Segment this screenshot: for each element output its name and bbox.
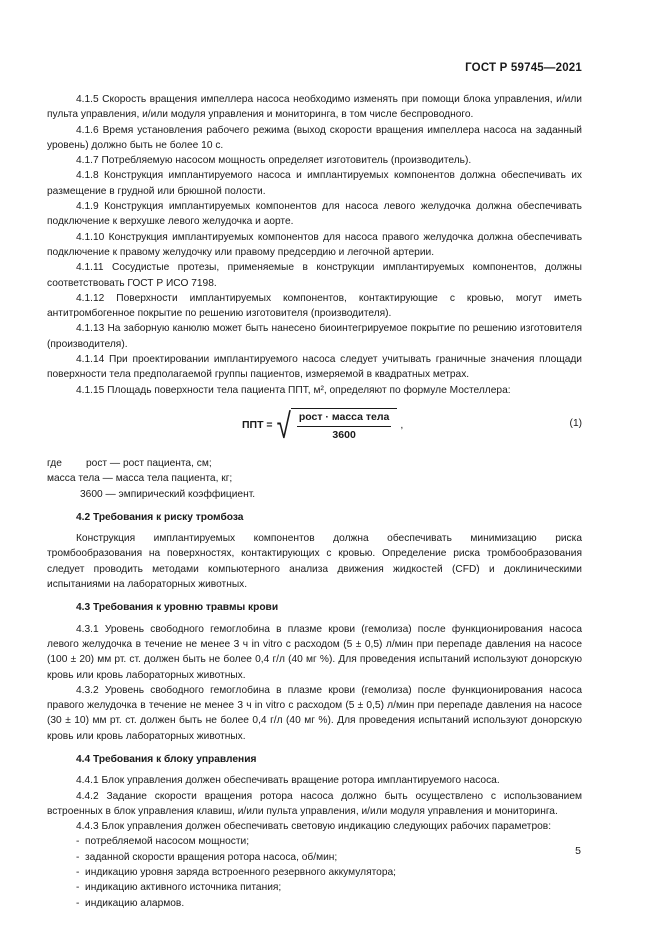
paragraph-4-1-5: 4.1.5 Скорость вращения импеллера насоса необходимо изменять при помощи блока управления, и/или пульта управления, и/или модуля управления и мониторинга, в том числе беспроводного. xyxy=(47,94,582,121)
list-item: - индикацию алармов. xyxy=(76,897,185,909)
mosteller-formula xyxy=(242,405,404,446)
formula-fraction xyxy=(291,408,398,444)
list-item: - потребляемой насосом мощности; xyxy=(76,836,250,848)
square-root xyxy=(276,405,398,446)
page-number: 5 xyxy=(575,845,581,857)
section-title-4-4: 4.4 Требования к блоку управления xyxy=(76,753,257,765)
where-item-mass: масса тела — масса тела пациента, кг; xyxy=(47,473,233,485)
document-body xyxy=(47,92,582,911)
paragraph-4-4-2: 4.4.2 Задание скорости вращения ротора насоса должно быть осуществлено с использованием встроенных в блок управления клавиш, и/или пульта управления, и/или модуля управления и мониторинга. xyxy=(47,790,582,817)
paragraph-4-1-8: 4.1.8 Конструкция имплантируемого насоса и имплантируемых компонентов должна обеспечивать их размещение в грудной или брюшной полости. xyxy=(47,170,582,197)
paragraph-4-4-3: 4.4.3 Блок управления должен обеспечивать световую индикацию следующих рабочих параметров: xyxy=(76,821,552,833)
where-line-3 xyxy=(47,487,582,502)
paragraph-4-1-9: 4.1.9 Конструкция имплантируемых компонентов для насоса левого желудочка должна обеспечивать подключение к верхушке левого желудочка и аорте. xyxy=(47,201,582,228)
indicator-list xyxy=(47,834,582,910)
document-id-header: ГОСТ Р 59745—2021 xyxy=(465,62,582,74)
paragraph-4-1-7: 4.1.7 Потребляемую насосом мощность определяет изготовитель (производитель). xyxy=(76,155,472,167)
section-title-4-3: 4.3 Требования к уровню травмы крови xyxy=(76,602,279,614)
paragraph-4-1-11: 4.1.11 Сосудистые протезы, применяемые в конструкции имплантируемых компонентов, должны соответствовать ГОСТ Р ИСО 7198. xyxy=(47,262,582,289)
where-item-height: рост — рост пациента, см; xyxy=(86,457,212,469)
paragraph-4-1-10: 4.1.10 Конструкция имплантируемых компонентов для насоса правого желудочка должна обеспечивать подключение к правому желудочку или правому предсердию и легочной артерии. xyxy=(47,231,582,258)
formula-comma: , xyxy=(400,419,404,432)
paragraph-4-1-12: 4.1.12 Поверхности имплантируемых компонентов, контактирующие с кровью, могут иметь антитромбогенное покрытие по решению изготовителя (производителя). xyxy=(47,292,582,320)
paragraph-4-1-6: 4.1.6 Время установления рабочего режима (выход скорости вращения импеллера насоса на заданный уровень) должно быть не более 10 с. xyxy=(47,124,582,151)
formula-lhs: ППТ = xyxy=(242,419,273,432)
paragraph-4-1-15: 4.1.15 Площадь поверхности тела пациента ППТ, м², определяют по формуле Мостеллера: xyxy=(76,384,511,396)
list-item: - заданной скорости вращения ротора насоса, об/мин; xyxy=(76,851,338,863)
formula-numerator: рост · масса тела xyxy=(297,410,392,427)
where-line-1 xyxy=(47,456,582,471)
section-title-4-2: 4.2 Требования к риску тромбоза xyxy=(76,511,244,523)
formula-denominator: 3600 xyxy=(332,429,356,442)
where-item-coefficient: 3600 — эмпирический коэффициент. xyxy=(80,488,256,500)
paragraph-4-1-14: 4.1.14 При проектировании имплантируемого насоса следует учитывать граничные значения площади поверхности тела предполагаемой группы пациентов, измеряемой в квадратных метрах. xyxy=(47,354,582,381)
formula-block xyxy=(47,402,582,454)
where-line-2 xyxy=(47,471,582,486)
equation-number: (1) xyxy=(569,417,582,429)
paragraph-4-3-1: 4.3.1 Уровень свободного гемоглобина в плазме крови (гемолиза) после функционирования насоса левого желудочка в течение не менее 3 ч in vitro с расходом (5 ± 0,5) л/мин при перепаде давления на насосе (100 ± 20) мм рт. ст. должен быть не более 0,4 г/л (40 мг %). Для проведения испытаний используют донорскую кровь или кровь лабораторных животных. xyxy=(47,623,582,681)
radical-sign-icon: √ xyxy=(276,405,291,446)
paragraph-4-4-1: 4.4.1 Блок управления должен обеспечивать вращение ротора имплантируемого насоса. xyxy=(76,775,500,787)
section-4-2-text: Конструкция имплантируемых компонентов должна обеспечивать минимизацию риска тромбообразования на поверхностях, контактирующих с кровью. Определение риска тромбообразования следует проводить методами компьютерного анализа движения жидкостей (CFD) и доклиническими испытаниями на лабораторных животных. xyxy=(47,533,582,591)
list-item: - индикацию уровня заряда встроенного резервного аккумулятора; xyxy=(76,867,396,879)
list-item: - индикацию активного источника питания; xyxy=(76,882,282,894)
paragraph-4-1-13: 4.1.13 На заборную канюлю может быть нанесено биоинтегрируемое покрытие по решению изготовителя (производителя). xyxy=(47,323,582,350)
where-lead: где xyxy=(47,457,62,469)
paragraph-4-3-2: 4.3.2 Уровень свободного гемоглобина в плазме крови (гемолиза) после функционирования насоса правого желудочка в течение не менее 3 ч in vitro с расходом (5 ± 0,5) л/мин при перепаде давления на насосе (30 ± 10) мм рт. ст. должен быть не более 0,4 г/л (40 мг %). Для проведения испытаний используют донорскую кровь или кровь лабораторных животных. xyxy=(47,684,582,742)
